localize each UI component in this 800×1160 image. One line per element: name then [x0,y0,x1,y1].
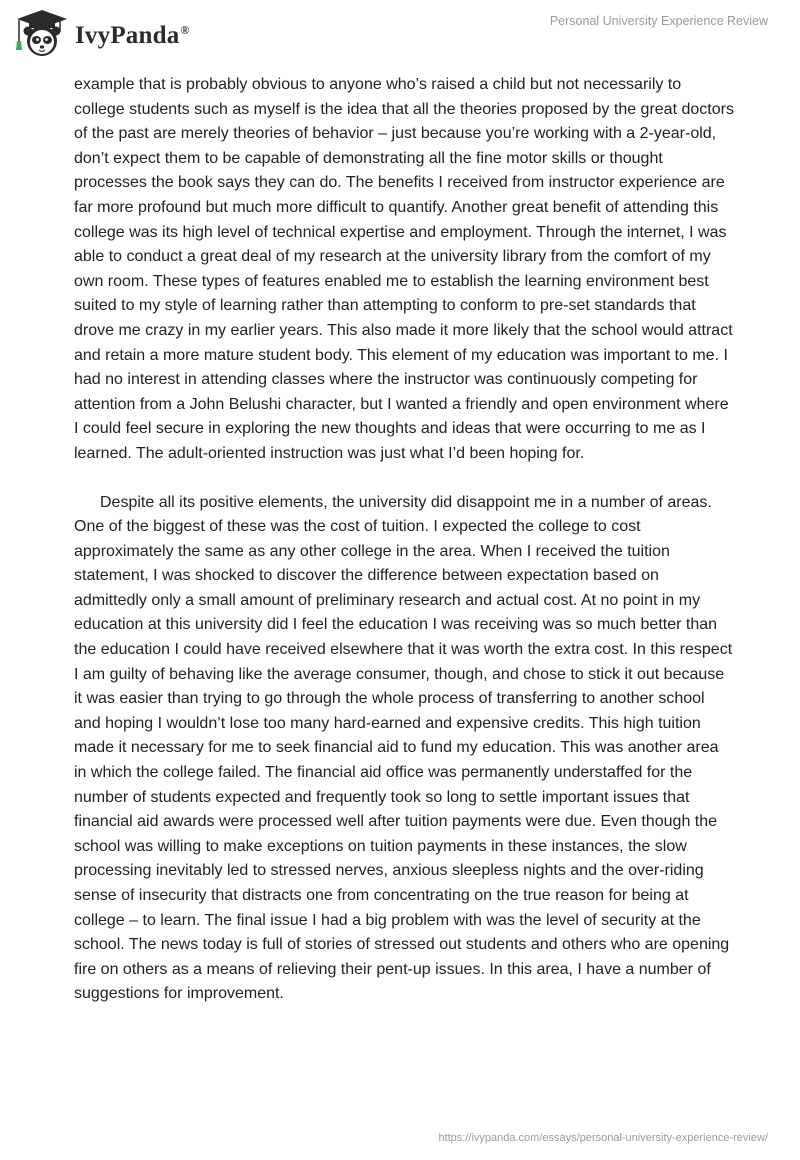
brand-name [75,22,190,50]
paragraph: example that is probably obvious to anyone who’s raised a child but not necessarily to college students such as myself is the idea that all the theories proposed by the great doctors of the past are merely theories of behavior – just because you’re working with a 2-year-old, don’t expect them to be capable of demonstrating all the fine motor skills or thought processes the book says they can do. The benefits I received from instructor experience are far more profound but much more difficult to quantify. Another great benefit of attending this college was its high level of technical expertise and employment. Through the internet, I was able to conduct a great deal of my research at the university library from the comfort of my own room. These types of features enabled me to establish the learning environment best suited to my style of learning rather than attempting to conform to pre-set standards that drove me crazy in my earlier years. This also made it more likely that the school would attract and retain a more mature student body. This element of my education was important to me. I had no interest in attending classes where the instructor was continuously competing for attention from a John Belushi character, but I wanted a friendly and open environment where I could feel secure in exploring the new thoughts and ideas that were occurring to me as I learned. The adult-oriented instruction was just what I’d been hoping for. [74,76,734,462]
essay-body [74,73,734,1007]
registered-mark: ® [180,23,190,37]
page-header [0,0,800,70]
source-url[interactable]: https://ivypanda.com/essays/personal-university-experience-review/ [438,1132,768,1144]
panda-graduate-icon [15,8,69,60]
document-title: Personal University Experience Review [549,14,768,28]
paragraph: Despite all its positive elements, the university did disappoint me in a number of areas. One of the biggest of these was the cost of tuition. I expected the college to cost approximately the same as any other college in the area. When I received the tuition statement, I was shocked to discover the difference between expectation based on admittedly only a small amount of preliminary research and actual cost. At no point in my education at this university did I feel the education I was receiving was so much better than the education I could have received elsewhere that it was worth the extra cost. In this respect I am guilty of behaving like the average consumer, though, and chose to stick it out because it was easier than trying to go through the whole process of transferring to another school and hoping I wouldn’t lose too many hard-earned and expensive credits. This high tuition made it necessary for me to seek financial aid to fund my education. This was another area in which the college failed. The financial aid office was permanently understaffed for the number of students expected and frequently took so long to settle important issues that financial aid awards were processed well after tuition payments were due. Even though the school was willing to make exceptions on tuition payments in these instances, the slow processing inevitably led to stressed nerves, anxious sleepless nights and the over-riding sense of insecurity that distracts one from concentrating on the true reason for being at college – to learn. The final issue I had a big problem with was the level of security at the school. The news today is full of stories of stressed out students and others who are opening fire on others as a means of relieving their pent-up issues. In this area, I have a number of suggestions for improvement. [74,493,733,1003]
ivypanda-logo[interactable] [15,8,190,60]
brand-text: IvyPanda [75,22,180,49]
